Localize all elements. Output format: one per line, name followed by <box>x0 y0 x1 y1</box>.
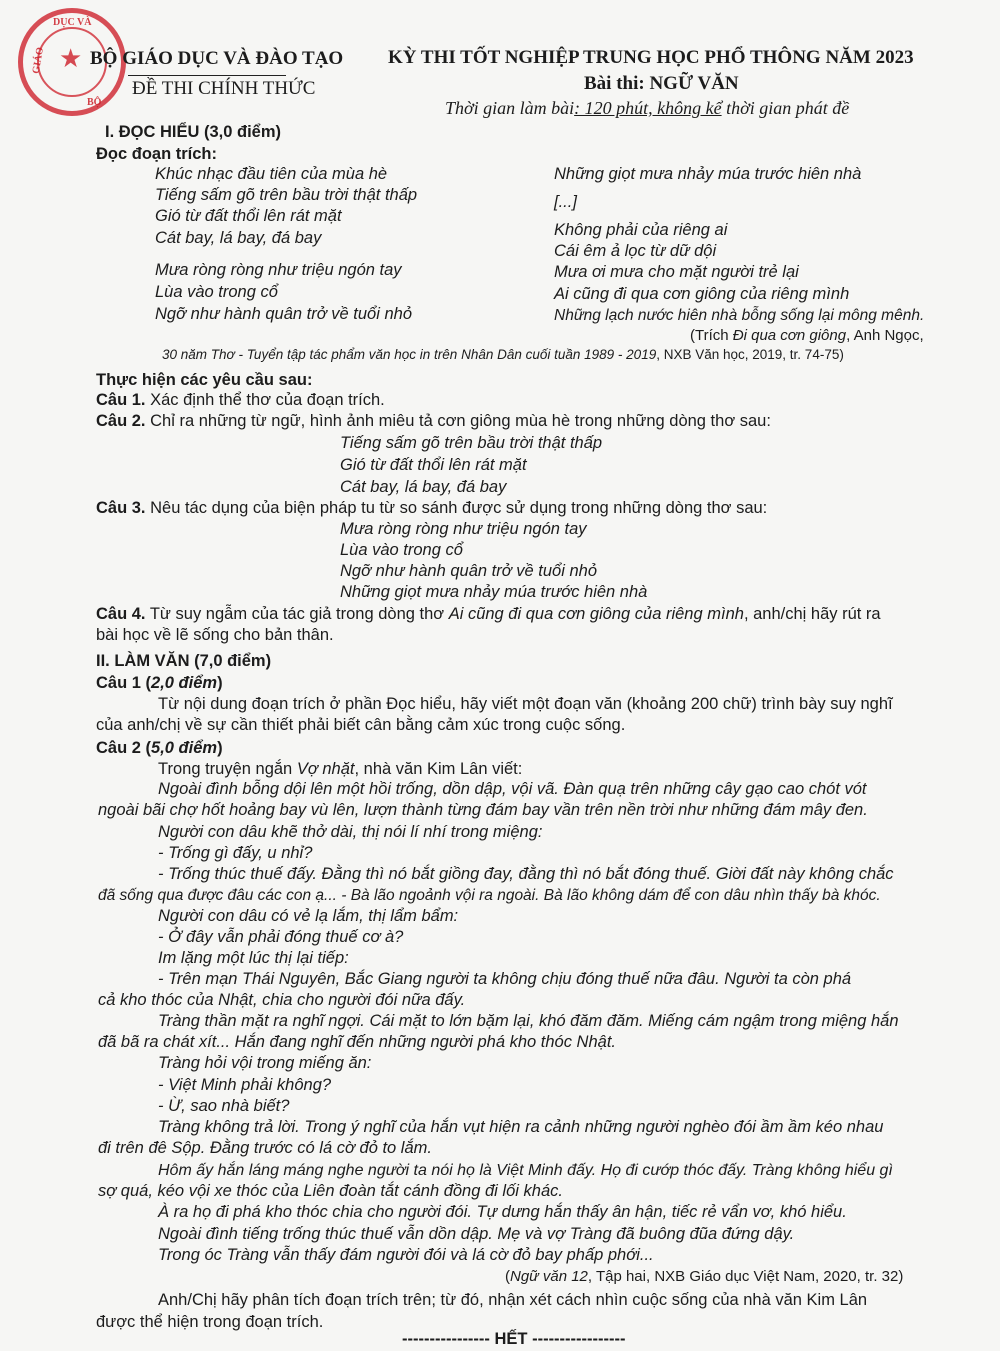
time-main: : 120 phút, không kể <box>574 98 722 118</box>
q4-text-cont: bài học về lẽ sống cho bản thân. <box>96 626 334 644</box>
q1-label: Câu 1. <box>96 391 146 409</box>
source-a: ( <box>505 1268 510 1285</box>
poem-right-4: Cái êm ả lọc từ dữ dội <box>554 242 717 260</box>
part1-heading: I. ĐỌC HIỂU (3,0 điểm) <box>105 123 282 141</box>
poem-left-7: Ngỡ như hành quân trở về tuổi nhỏ <box>155 305 412 323</box>
c2-points: 5,0 điểm <box>151 739 218 757</box>
poem-left-1: Khúc nhạc đầu tiên của mùa hè <box>155 165 388 183</box>
citation-1c: , Anh Ngọc, <box>846 327 924 344</box>
poem-left-6: Lùa vào trong cổ <box>155 283 278 301</box>
excerpt-line-7: Người con dâu có vẻ lạ lắm, thị lẩm bẩm: <box>158 907 459 925</box>
q1-text: Xác định thể thơ của đoạn trích. <box>145 391 385 409</box>
c1-points: 2,0 điểm <box>151 674 218 692</box>
requirements: Thực hiện các yêu cầu sau: <box>96 371 313 389</box>
c2-label: Câu 2 ( <box>96 739 152 757</box>
excerpt-line-11: cả kho thóc của Nhật, chia cho người đói nữa đấy. <box>98 991 466 1009</box>
q3-label: Câu 3. <box>96 499 146 517</box>
citation-1a: (Trích <box>690 327 733 344</box>
c2-intro-b: Vợ nhặt <box>296 760 355 778</box>
seal-star-icon: ★ <box>59 43 83 73</box>
excerpt-line-10: - Trên mạn Thái Nguyên, Bắc Giang người ta không chịu đóng thuế nữa đâu. Người ta còn phá <box>158 970 852 988</box>
time-suffix: thời gian phát đề <box>721 98 850 118</box>
part1-intro: Đọc đoạn trích: <box>96 145 218 163</box>
question-3 <box>96 498 767 519</box>
time-prefix: Thời gian làm bài <box>445 98 575 118</box>
excerpt-line-8: - Ở đây vẫn phải đóng thuế cơ à? <box>158 928 404 946</box>
q3-text: Nêu tác dụng của biện pháp tu từ so sánh được sử dụng trong những dòng thơ sau: <box>145 499 768 517</box>
c2-intro-a: Trong truyện ngắn <box>158 760 297 778</box>
excerpt-line-13: đã bã ra chát xít... Hắn đang nghĩ đến những người phá kho thóc Nhật. <box>98 1033 616 1051</box>
excerpt-line-15: - Việt Minh phải không? <box>158 1076 332 1094</box>
question-4 <box>96 604 881 625</box>
citation-line-1 <box>690 327 924 344</box>
excerpt-line-1: Ngoài đình bỗng dội lên một hồi trống, dồn dập, vội vã. Đàn quạ trên những cây gạo cao chót vót <box>158 780 867 798</box>
excerpt-line-16: - Ừ, sao nhà biết? <box>158 1097 290 1115</box>
c1-label: Câu 1 ( <box>96 674 152 692</box>
poem-left-5: Mưa ròng ròng như triệu ngón tay <box>155 261 402 279</box>
seal-text-bottom: BỘ <box>87 97 102 108</box>
q2-text: Chỉ ra những từ ngữ, hình ảnh miêu tả cơn giông mùa hè trong những dòng thơ sau: <box>145 412 771 430</box>
q4-text-a: Từ suy ngẫm của tác giả trong dòng thơ <box>145 605 449 623</box>
official-label: ĐỀ THI CHÍNH THỨC <box>132 78 316 99</box>
exam-title: KỲ THI TỐT NGHIỆP TRUNG HỌC PHỔ THÔNG NĂM 2023 <box>388 47 914 68</box>
essay-1-heading <box>96 673 223 694</box>
essay-1-text-1: Từ nội dung đoạn trích ở phần Đọc hiểu, hãy viết một đoạn văn (khoảng 200 chữ) trình bày suy nghĩ <box>158 695 893 713</box>
poem-right-5: Mưa ơi mưa cho mặt người trẻ lại <box>554 263 799 281</box>
time-note <box>445 98 849 119</box>
excerpt-line-22: Ngoài đình tiếng trống thúc thuế vẫn dồn dập. Mẹ và vợ Tràng đã buông đũa đứng dậy. <box>158 1225 795 1243</box>
excerpt-line-21: À ra họ đi phá kho thóc chia cho người đói. Tự dưng hắn thấy ân hận, tiếc rẻ vẩn vơ, khó hiểu. <box>158 1203 847 1221</box>
essay-2-intro <box>158 759 522 780</box>
q2-line-1: Tiếng sấm gõ trên bầu trời thật thấp <box>340 434 603 452</box>
seal-text-top: DỤC VÀ <box>53 17 92 28</box>
citation-line-2 <box>162 347 844 362</box>
excerpt-line-9: Im lặng một lúc thị lại tiếp: <box>158 949 349 967</box>
q4-label: Câu 4. <box>96 605 146 623</box>
subject-title: Bài thi: NGỮ VĂN <box>584 73 739 94</box>
excerpt-line-17: Tràng không trả lời. Trong ý nghĩ của hắn vụt hiện ra cảnh những người nghèo đói ầm ầm kéo nhau <box>158 1118 884 1136</box>
question-1 <box>96 390 385 411</box>
ministry-underline <box>128 75 286 76</box>
q4-text-b: Ai cũng đi qua cơn giông của riêng mình <box>448 605 744 623</box>
excerpt-line-2: ngoài bãi chợ hốt hoảng bay vù lên, lượn thành từng đám bay vần trên nền trời như những đám mây đen. <box>98 801 868 819</box>
seal-text-left: GIÁO <box>30 46 47 75</box>
q2-line-2: Gió từ đất thổi lên rát mặt <box>340 456 527 474</box>
excerpt-line-19: Hôm ấy hắn láng máng nghe người ta nói họ là Việt Minh đấy. Họ đi cướp thóc đấy. Tràng không hiểu gì <box>158 1162 893 1179</box>
excerpt-source <box>505 1268 903 1285</box>
part2-heading: II. LÀM VĂN (7,0 điểm) <box>96 652 272 670</box>
q2-line-3: Cát bay, lá bay, đá bay <box>340 478 507 496</box>
essay-1-text-2: của anh/chị về sự cần thiết phải biết cân bằng cảm xúc trong cuộc sống. <box>96 716 626 734</box>
ministry-name: BỘ GIÁO DỤC VÀ ĐÀO TẠO <box>90 48 344 69</box>
excerpt-line-18: đi trên đê Sộp. Đằng trước có lá cờ đỏ to lắm. <box>98 1139 432 1157</box>
poem-left-2: Tiếng sấm gõ trên bầu trời thật thấp <box>155 186 418 204</box>
source-c: , Tập hai, NXB Giáo dục Việt Nam, 2020, tr. 32) <box>587 1268 904 1285</box>
poem-left-4: Cát bay, lá bay, đá bay <box>155 229 322 247</box>
essay-2-heading <box>96 738 223 759</box>
poem-right-3: Không phải của riêng ai <box>554 221 728 239</box>
excerpt-line-4: - Trống gì đấy, u nhỉ? <box>158 844 313 862</box>
q3-line-4: Những giọt mưa nhảy múa trước hiên nhà <box>340 583 648 601</box>
excerpt-line-14: Tràng hỏi vội trong miếng ăn: <box>158 1054 372 1072</box>
poem-right-6: Ai cũng đi qua cơn giông của riêng mình <box>554 285 850 303</box>
question-2 <box>96 411 771 432</box>
essay-2-task-1: Anh/Chị hãy phân tích đoạn trích trên; từ đó, nhận xét cách nhìn cuộc sống của nhà văn Kim Lân <box>158 1291 868 1309</box>
citation-2a: 30 năm Thơ - Tuyển tập tác phẩm văn học in trên Nhân Dân cuối tuần 1989 - 2019 <box>162 347 657 362</box>
c1-close: ) <box>217 674 223 692</box>
excerpt-line-12: Tràng thần mặt ra nghĩ ngợi. Cái mặt to lớn bặm lại, khó đăm đăm. Miếng cám ngậm trong miệng hắn <box>158 1012 899 1030</box>
excerpt-line-20: sợ quá, kéo vội xe thóc của Liên đoàn tắt cánh đồng đi lối khác. <box>98 1182 563 1200</box>
q3-line-3: Ngỡ như hành quân trở về tuổi nhỏ <box>340 562 597 580</box>
citation-2b: , NXB Văn học, 2019, tr. 74-75) <box>656 347 844 362</box>
excerpt-line-5: - Trống thúc thuế đấy. Đằng thì nó bắt giồng đay, đằng thì nó bắt đóng thuế. Giời đất này không chắc <box>158 865 894 883</box>
poem-left-3: Gió từ đất thổi lên rát mặt <box>155 207 342 225</box>
excerpt-line-6: đã sống qua được đâu các con ạ... - Bà lão ngoảnh vội ra ngoài. Bà lão không dám để con dâu nhìn thấy bà khóc. <box>98 887 881 904</box>
excerpt-line-23: Trong óc Tràng vẫn thấy đám người đói và lá cờ đỏ bay phấp phới... <box>158 1246 654 1264</box>
poem-right-1: Những giọt mưa nhảy múa trước hiên nhà <box>554 165 862 183</box>
q2-label: Câu 2. <box>96 412 146 430</box>
q4-text-c: , anh/chị hãy rút ra <box>743 605 881 623</box>
essay-2-task-2: được thể hiện trong đoạn trích. <box>96 1313 324 1331</box>
poem-right-7: Những lạch nước hiên nhà bỗng sống lại mông mênh. <box>554 307 925 324</box>
source-b: Ngữ văn 12 <box>510 1268 588 1285</box>
end-marker: ---------------- HẾT ----------------- <box>402 1330 626 1348</box>
poem-right-2: [...] <box>554 193 577 211</box>
excerpt-line-3: Người con dâu khẽ thở dài, thị nói lí nhí trong miệng: <box>158 823 543 841</box>
c2-intro-c: , nhà văn Kim Lân viết: <box>354 760 523 778</box>
q3-line-2: Lùa vào trong cổ <box>340 541 463 559</box>
citation-1b: Đi qua cơn giông <box>732 327 847 344</box>
c2-close: ) <box>217 739 223 757</box>
q3-line-1: Mưa ròng ròng như triệu ngón tay <box>340 520 587 538</box>
